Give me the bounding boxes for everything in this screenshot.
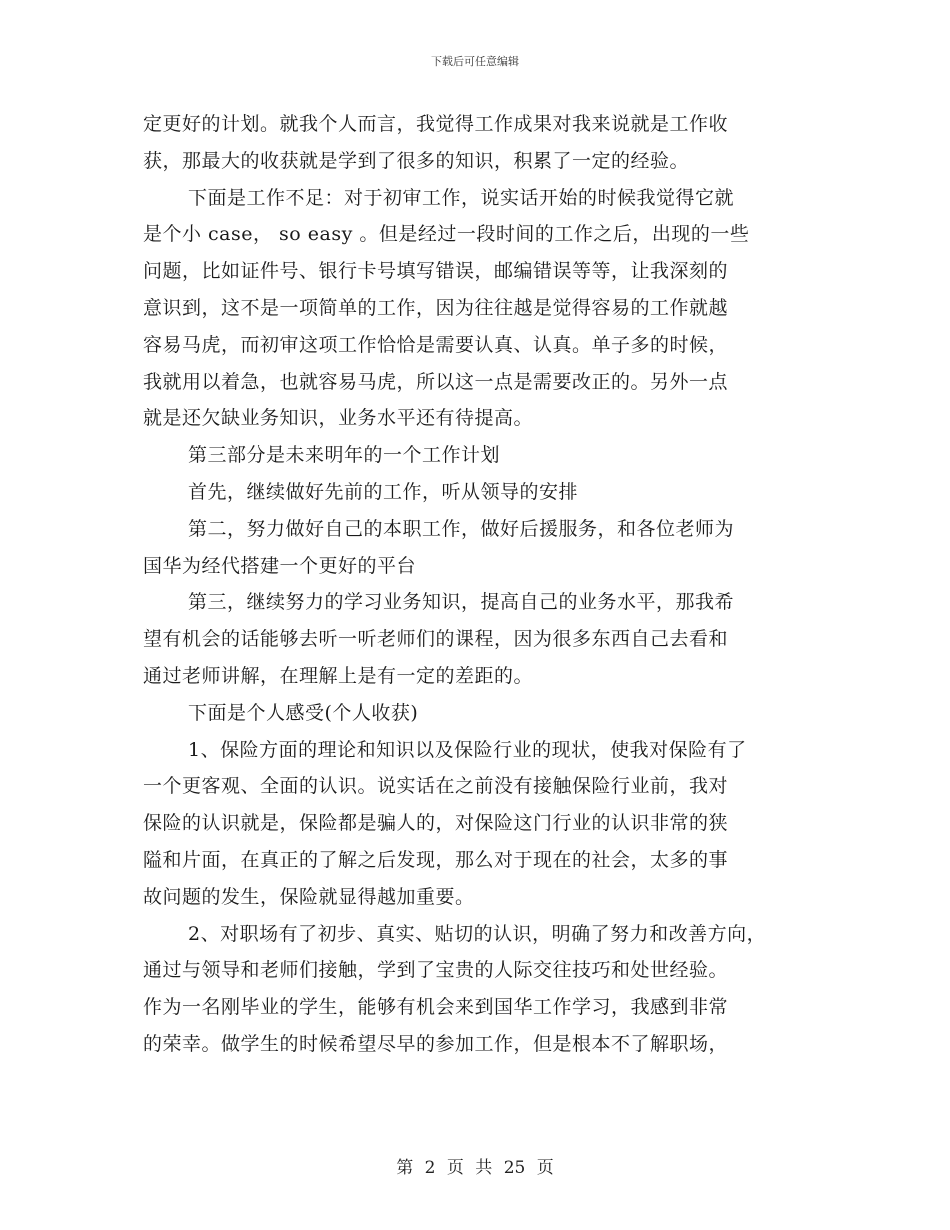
text-line: 隘和片面，在真正的了解之后发现，那么对于现在的社会，太多的事 xyxy=(143,848,729,871)
text-line: 通过老师讲解，在理解上是有一定的差距的。 xyxy=(143,664,534,687)
text-line: 的荣幸。做学生的时候希望尽早的参加工作，但是根本不了解职场， xyxy=(143,1032,729,1055)
text-line: 保险的认识就是，保险都是骗人的，对保险这门行业的认识非常的狭 xyxy=(143,812,729,835)
text-line: 2、对职场有了初步、真实、贴切的认识，明确了努力和改善方向， xyxy=(188,922,767,945)
text-line: 故问题的发生，保险就显得越加重要。 xyxy=(143,885,475,908)
text-line: 下面是个人感受(个人收获) xyxy=(188,701,419,724)
text-line: 下面是工作不足：对于初审工作，说实话开始的时候我觉得它就 xyxy=(188,186,735,209)
text-line: 首先，继续做好先前的工作，听从领导的安排 xyxy=(188,480,579,503)
text-line: 问题，比如证件号、银行卡号填写错误，邮编错误等等，让我深刻的 xyxy=(143,260,729,283)
text-line: 我就用以着急，也就容易马虎，所以这一点是需要改正的。另外一点 xyxy=(143,370,729,393)
text-line: 意识到，这不是一项简单的工作，因为往往越是觉得容易的工作就越 xyxy=(143,296,729,319)
text-line: 第三，继续努力的学习业务知识，提高自己的业务水平，那我希 xyxy=(188,591,735,614)
text-line: 1、保险方面的理论和知识以及保险行业的现状，使我对保险有了 xyxy=(188,738,747,761)
text-line: 是个小 case， so easy 。但是经过一段时间的工作之后，出现的一些 xyxy=(143,223,750,246)
document-body xyxy=(143,106,815,1063)
text-line: 定更好的计划。就我个人而言，我觉得工作成果对我来说就是工作收 xyxy=(143,113,729,135)
text-line: 一个更客观、全面的认识。说实话在之前没有接触保险行业前，我对 xyxy=(143,775,729,798)
page-header: 下载后可任意编辑 xyxy=(431,55,519,68)
text-line: 作为一名刚毕业的学生，能够有机会来到国华工作学习，我感到非常 xyxy=(143,996,729,1019)
text-line: 就是还欠缺业务知识，业务水平还有待提高。 xyxy=(143,407,534,430)
text-line: 第三部分是未来明年的一个工作计划 xyxy=(188,444,501,467)
text-line: 通过与领导和老师们接触，学到了宝贵的人际交往技巧和处世经验。 xyxy=(143,959,729,982)
text-line: 国华为经代搭建一个更好的平台 xyxy=(143,554,417,577)
text-line: 第二，努力做好自己的本职工作，做好后援服务，和各位老师为 xyxy=(188,517,735,540)
page-number-footer: 第 2 页 共 25 页 xyxy=(396,1158,554,1178)
text-line: 容易马虎，而初审这项工作恰恰是需要认真、认真。单子多的时候， xyxy=(143,333,729,356)
text-line: 获，那最大的收获就是学到了很多的知识，积累了一定的经验。 xyxy=(143,149,690,172)
text-line: 望有机会的话能够去听一听老师们的课程，因为很多东西自己去看和 xyxy=(143,628,729,651)
